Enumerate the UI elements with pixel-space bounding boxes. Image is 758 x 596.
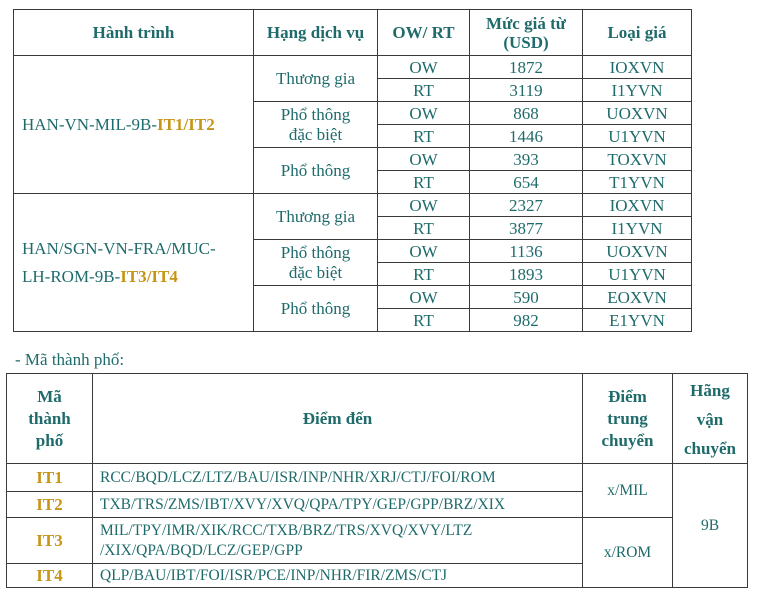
price-cell: 1136 — [470, 240, 583, 263]
fare-cell: TOXVN — [583, 148, 692, 171]
destination-line: MIL/TPY/IMR/XIK/RCC/TXB/BRZ/TRS/XVQ/XVY/LTZ — [100, 521, 473, 539]
class-cell — [254, 102, 378, 148]
city-code-table — [6, 373, 748, 588]
fare-cell: E1YVN — [583, 309, 692, 332]
direction-cell: OW — [378, 194, 470, 217]
fare-cell: UOXVN — [583, 240, 692, 263]
destination-cell — [93, 518, 583, 564]
route-line — [22, 263, 253, 291]
route-text: LH-ROM-9B- — [22, 266, 121, 286]
class-line: đặc biệt — [288, 262, 343, 282]
direction-cell: RT — [378, 79, 470, 102]
city-code: IT4 — [151, 266, 178, 286]
header-line: Hãng — [690, 381, 730, 400]
destination-line: /XIX/QPA/BQD/LCZ/GEP/GPP — [100, 541, 303, 559]
city-code-cell: IT1 — [7, 464, 93, 492]
city-code-cell: IT2 — [7, 492, 93, 518]
table-row — [7, 464, 748, 492]
table-row — [7, 518, 748, 564]
separator: / — [146, 266, 152, 286]
fare-cell: I1YVN — [583, 217, 692, 240]
header-route: Hành trình — [14, 10, 254, 56]
price-cell: 3877 — [470, 217, 583, 240]
price-cell: 1446 — [470, 125, 583, 148]
destination-cell: TXB/TRS/ZMS/IBT/XVY/XVQ/QPA/TPY/GEP/GPP/BRZ/XIX — [93, 492, 583, 518]
header-line: phố — [35, 430, 64, 450]
class-line: đặc biệt — [288, 124, 343, 144]
price-cell: 868 — [470, 102, 583, 125]
direction-cell: OW — [378, 286, 470, 309]
direction-cell: OW — [378, 102, 470, 125]
carrier-cell: 9B — [673, 464, 748, 588]
city-header-row — [7, 374, 748, 464]
city-code-cell: IT4 — [7, 564, 93, 588]
fare-cell: UOXVN — [583, 102, 692, 125]
class-cell: Phổ thông — [254, 148, 378, 194]
class-line: Phổ thông — [280, 104, 351, 124]
header-owrt: OW/ RT — [378, 10, 470, 56]
header-price — [470, 10, 583, 56]
table-row — [14, 56, 692, 79]
city-code: IT3 — [120, 266, 147, 286]
fare-cell: U1YVN — [583, 125, 692, 148]
route-cell — [14, 56, 254, 194]
direction-cell: RT — [378, 125, 470, 148]
fare-cell: I1YVN — [583, 79, 692, 102]
price-cell: 2327 — [470, 194, 583, 217]
class-cell — [254, 240, 378, 286]
price-cell: 393 — [470, 148, 583, 171]
fare-header-row — [14, 10, 692, 56]
class-line: Phổ thông — [280, 242, 351, 262]
header-line: thành — [28, 408, 71, 428]
direction-cell: RT — [378, 263, 470, 286]
city-code-note: - Mã thành phố: — [15, 350, 125, 369]
price-cell: 590 — [470, 286, 583, 309]
direction-cell: RT — [378, 171, 470, 194]
header-fare-type: Loại giá — [583, 10, 692, 56]
city-code: IT1 — [157, 115, 184, 134]
header-class: Hạng dịch vụ — [254, 10, 378, 56]
direction-cell: RT — [378, 217, 470, 240]
city-code-cell: IT3 — [7, 518, 93, 564]
header-line: Điểm — [608, 386, 647, 406]
price-cell: 1893 — [470, 263, 583, 286]
header-line: vận — [696, 410, 724, 429]
destination-cell: QLP/BAU/IBT/FOI/ISR/PCE/INP/NHR/FIR/ZMS/CTJ — [93, 564, 583, 588]
fare-table — [13, 9, 692, 332]
class-cell: Thương gia — [254, 56, 378, 102]
header-transit — [583, 374, 673, 464]
route-cell — [14, 194, 254, 332]
fare-cell: IOXVN — [583, 56, 692, 79]
separator: / — [183, 115, 189, 134]
direction-cell: OW — [378, 56, 470, 79]
price-cell: 982 — [470, 309, 583, 332]
route-text: HAN-VN-MIL-9B- — [22, 115, 158, 134]
price-cell: 3119 — [470, 79, 583, 102]
transit-cell: x/MIL — [583, 464, 673, 518]
city-code: IT2 — [188, 115, 215, 134]
price-cell: 654 — [470, 171, 583, 194]
header-city-code — [7, 374, 93, 464]
class-cell: Phổ thông — [254, 286, 378, 332]
fare-cell: T1YVN — [583, 171, 692, 194]
header-price-line1: Mức giá từ — [486, 13, 566, 33]
fare-cell: IOXVN — [583, 194, 692, 217]
direction-cell: OW — [378, 240, 470, 263]
class-cell: Thương gia — [254, 194, 378, 240]
direction-cell: RT — [378, 309, 470, 332]
fare-cell: U1YVN — [583, 263, 692, 286]
header-line: Mã — [37, 386, 62, 406]
header-line: trung — [607, 408, 648, 428]
header-line: chuyển — [601, 430, 654, 450]
price-cell: 1872 — [470, 56, 583, 79]
header-carrier — [673, 374, 748, 464]
direction-cell: OW — [378, 148, 470, 171]
header-price-line2: (USD) — [503, 32, 549, 52]
transit-cell: x/ROM — [583, 518, 673, 588]
header-destination: Điểm đến — [93, 374, 583, 464]
header-line: chuyển — [684, 439, 736, 458]
destination-cell: RCC/BQD/LCZ/LTZ/BAU/ISR/INP/NHR/XRJ/CTJ/FOI/ROM — [93, 464, 583, 492]
fare-cell: EOXVN — [583, 286, 692, 309]
route-text: HAN/SGN-VN-FRA/MUC- — [22, 238, 216, 258]
table-row — [14, 194, 692, 217]
